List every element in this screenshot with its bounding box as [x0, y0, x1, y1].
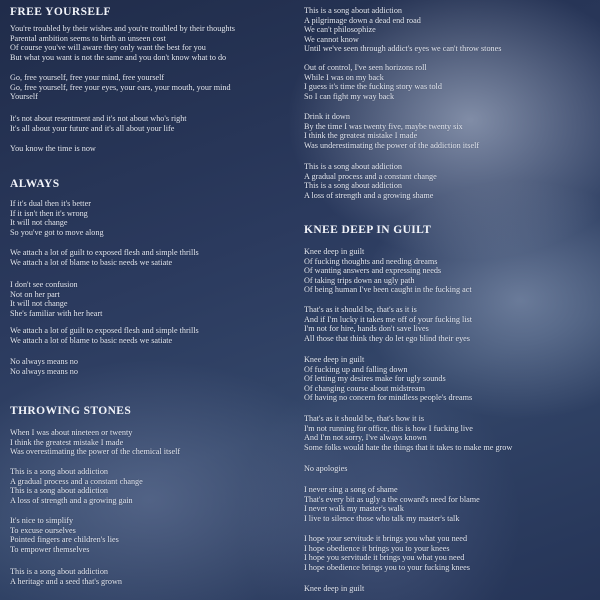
lyric-line: This is a song about addiction [10, 467, 109, 476]
lyric-line: I think the greatest mistake I made [10, 437, 124, 447]
lyric-line: It will not change [10, 218, 68, 228]
stanza [304, 414, 512, 452]
lyric-line: Of fucking up and falling down [304, 364, 408, 374]
lyric-line: She's familiar with her heart [10, 308, 103, 318]
stanza [10, 326, 199, 345]
lyric-line: Not on her part [10, 289, 60, 299]
lyric-line: Of having no concern for mindless people's dreams [304, 393, 473, 403]
lyric-line: But what you want is not the same and you don't know what to do [10, 52, 227, 62]
stanza [10, 248, 199, 267]
stanza [304, 112, 479, 150]
stanza [10, 567, 122, 586]
lyric-line: When I was about nineteen or twenty [10, 428, 133, 437]
lyric-line: That's as it should be, that's how it is [304, 414, 425, 423]
lyric-line: I never walk my master's walk [304, 504, 404, 514]
lyric-line: Knee deep in guilt [304, 355, 365, 364]
lyric-line: This is a song about addiction [304, 6, 403, 15]
stanza [10, 280, 102, 318]
lyric-line: This is a song about addiction [10, 486, 109, 496]
stanza [10, 114, 187, 133]
lyric-line: Of wanting answers and expressing needs [304, 266, 442, 276]
lyric-line: A gradual process and a constant change [304, 171, 437, 181]
lyric-line: I don't see confusion [10, 280, 78, 289]
lyric-line: To excuse ourselves [10, 525, 76, 535]
lyric-line: I guess it's time the fucking story was told [304, 82, 442, 92]
stanza [304, 305, 472, 343]
lyric-line: Of changing course about midstream [304, 383, 425, 393]
lyric-line: A pilgrimage down a dead end road [304, 15, 421, 25]
lyric-line: I'm not running for office, this is how I fucking live [304, 423, 473, 433]
lyric-line: We attach a lot of guilt to exposed flesh and simple thrills [10, 326, 199, 335]
lyric-line: By the time I was twenty five, maybe twenty six [304, 121, 463, 131]
lyric-line: That's every bit as ugly a the coward's need for blame [304, 494, 480, 504]
lyric-line: Drink it down [304, 112, 350, 121]
song-free-yourself [10, 6, 111, 18]
lyric-line: It's nice to simplify [10, 516, 74, 525]
stanza [304, 247, 472, 295]
lyric-line: I hope obedience it brings you to your knees [304, 543, 450, 553]
lyric-line: I think the greatest mistake I made [304, 131, 418, 141]
stanza [304, 534, 470, 572]
stanza [10, 144, 96, 154]
song-title: THROWING STONES [10, 405, 132, 417]
stanza [304, 6, 501, 54]
lyric-line: A gradual process and a constant change [10, 476, 143, 486]
lyric-line: No always means no [10, 366, 78, 376]
lyric-line: If it isn't then it's wrong [10, 208, 88, 218]
lyric-line: It's not about resentment and it's not about who's right [10, 114, 187, 123]
lyric-line: We attach a lot of guilt to exposed flesh and simple thrills [10, 248, 199, 257]
lyric-line: All those that think they do let ego blind their eyes [304, 333, 470, 343]
lyric-line: No apologies [304, 464, 348, 473]
lyric-line: And if I'm lucky it takes me off of your fucking list [304, 314, 472, 324]
stanza [10, 73, 231, 102]
stanza [10, 467, 143, 505]
stanza [304, 584, 364, 594]
lyric-line: I hope obedience brings you to your fucking knees [304, 562, 470, 572]
lyric-line: Pointed fingers are children's lies [10, 535, 119, 545]
stanza [304, 63, 442, 101]
lyric-line: Of letting my desires make for ugly sounds [304, 374, 446, 384]
lyric-line: Knee deep in guilt [304, 584, 365, 593]
song-always [10, 178, 60, 190]
lyric-line: A loss of strength and a growing gain [10, 495, 133, 505]
lyric-line: Of course you've will aware they only want the best for you [10, 43, 206, 53]
stanza [304, 485, 480, 523]
stanza [304, 464, 347, 474]
song-knee-deep-in-guilt [304, 224, 431, 236]
lyric-line: Was underestimating the power of the addiction itself [304, 140, 480, 150]
lyric-line: You know the time is now [10, 144, 96, 153]
lyric-line: Yourself [10, 92, 38, 102]
lyric-line: You're troubled by their wishes and you're troubled by their thoughts [10, 24, 235, 33]
lyric-line: I live to silence those who talk my master's talk [304, 513, 460, 523]
lyric-line: Of being human I've been caught in the fucking act [304, 285, 472, 295]
song-throwing-stones [10, 405, 131, 417]
lyric-line: I hope your servitude it brings you what you need [304, 534, 468, 543]
lyric-line: Of taking trips down an ugly path [304, 275, 415, 285]
lyric-line: We can't philosophize [304, 25, 376, 35]
stanza [10, 357, 78, 376]
lyric-line: I never sing a song of shame [304, 485, 398, 494]
lyric-line: Go, free yourself, free your mind, free yourself [10, 73, 165, 82]
lyric-line: So you've got to move along [10, 227, 104, 237]
lyric-line: A heritage and a seed that's grown [10, 576, 122, 586]
lyric-line: This is a song about addiction [10, 567, 109, 576]
lyric-line: To empower themselves [10, 544, 90, 554]
lyric-line: Out of control, I've seen horizons roll [304, 63, 427, 72]
lyric-line: We attach a lot of blame to basic needs we satiate [10, 257, 173, 267]
lyric-line: I hope you servitude it brings you what you need [304, 553, 465, 563]
stanza [304, 162, 437, 200]
song-title: ALWAYS [10, 178, 60, 190]
song-title: KNEE DEEP IN GUILT [304, 224, 432, 236]
lyric-line: If it's dual then it's better [10, 199, 91, 208]
stanza [10, 199, 104, 237]
lyric-line: Until we've seen through addict's eyes we can't throw stones [304, 44, 502, 54]
lyric-line: We attach a lot of blame to basic needs we satiate [10, 335, 173, 345]
lyric-line: No always means no [10, 357, 78, 366]
lyric-line: Was overestimating the power of the chemical itself [10, 447, 181, 457]
stanza [304, 355, 472, 403]
lyric-line: And I'm not sorry, I've always known [304, 433, 427, 443]
lyric-line: Parental ambition seems to birth an unseen cost [10, 33, 166, 43]
lyric-line: Go, free yourself, free your eyes, your ears, your mouth, your mind [10, 82, 231, 92]
lyric-line: I'm not for hire, hands don't save lives [304, 324, 429, 334]
lyric-line: So I can fight my way back [304, 91, 395, 101]
lyric-line: This is a song about addiction [304, 181, 403, 191]
lyric-line: That's as it should be, that's as it is [304, 305, 417, 314]
lyric-line: While I was on my back [304, 72, 384, 82]
song-title: FREE YOURSELF [10, 6, 111, 18]
stanza [10, 428, 180, 457]
lyric-line: Of fucking thoughts and needing dreams [304, 256, 438, 266]
lyric-line: It will not change [10, 299, 68, 309]
lyric-line: This is a song about addiction [304, 162, 403, 171]
stanza [10, 516, 119, 554]
lyric-line: It's all about your future and it's all about your life [10, 123, 175, 133]
lyric-line: A loss of strength and a growing shame [304, 190, 434, 200]
lyric-line: We cannot know [304, 34, 359, 44]
stanza [10, 24, 235, 62]
lyric-line: Some folks would hate the things that it takes to make me grow [304, 442, 513, 452]
lyric-line: Knee deep in guilt [304, 247, 365, 256]
